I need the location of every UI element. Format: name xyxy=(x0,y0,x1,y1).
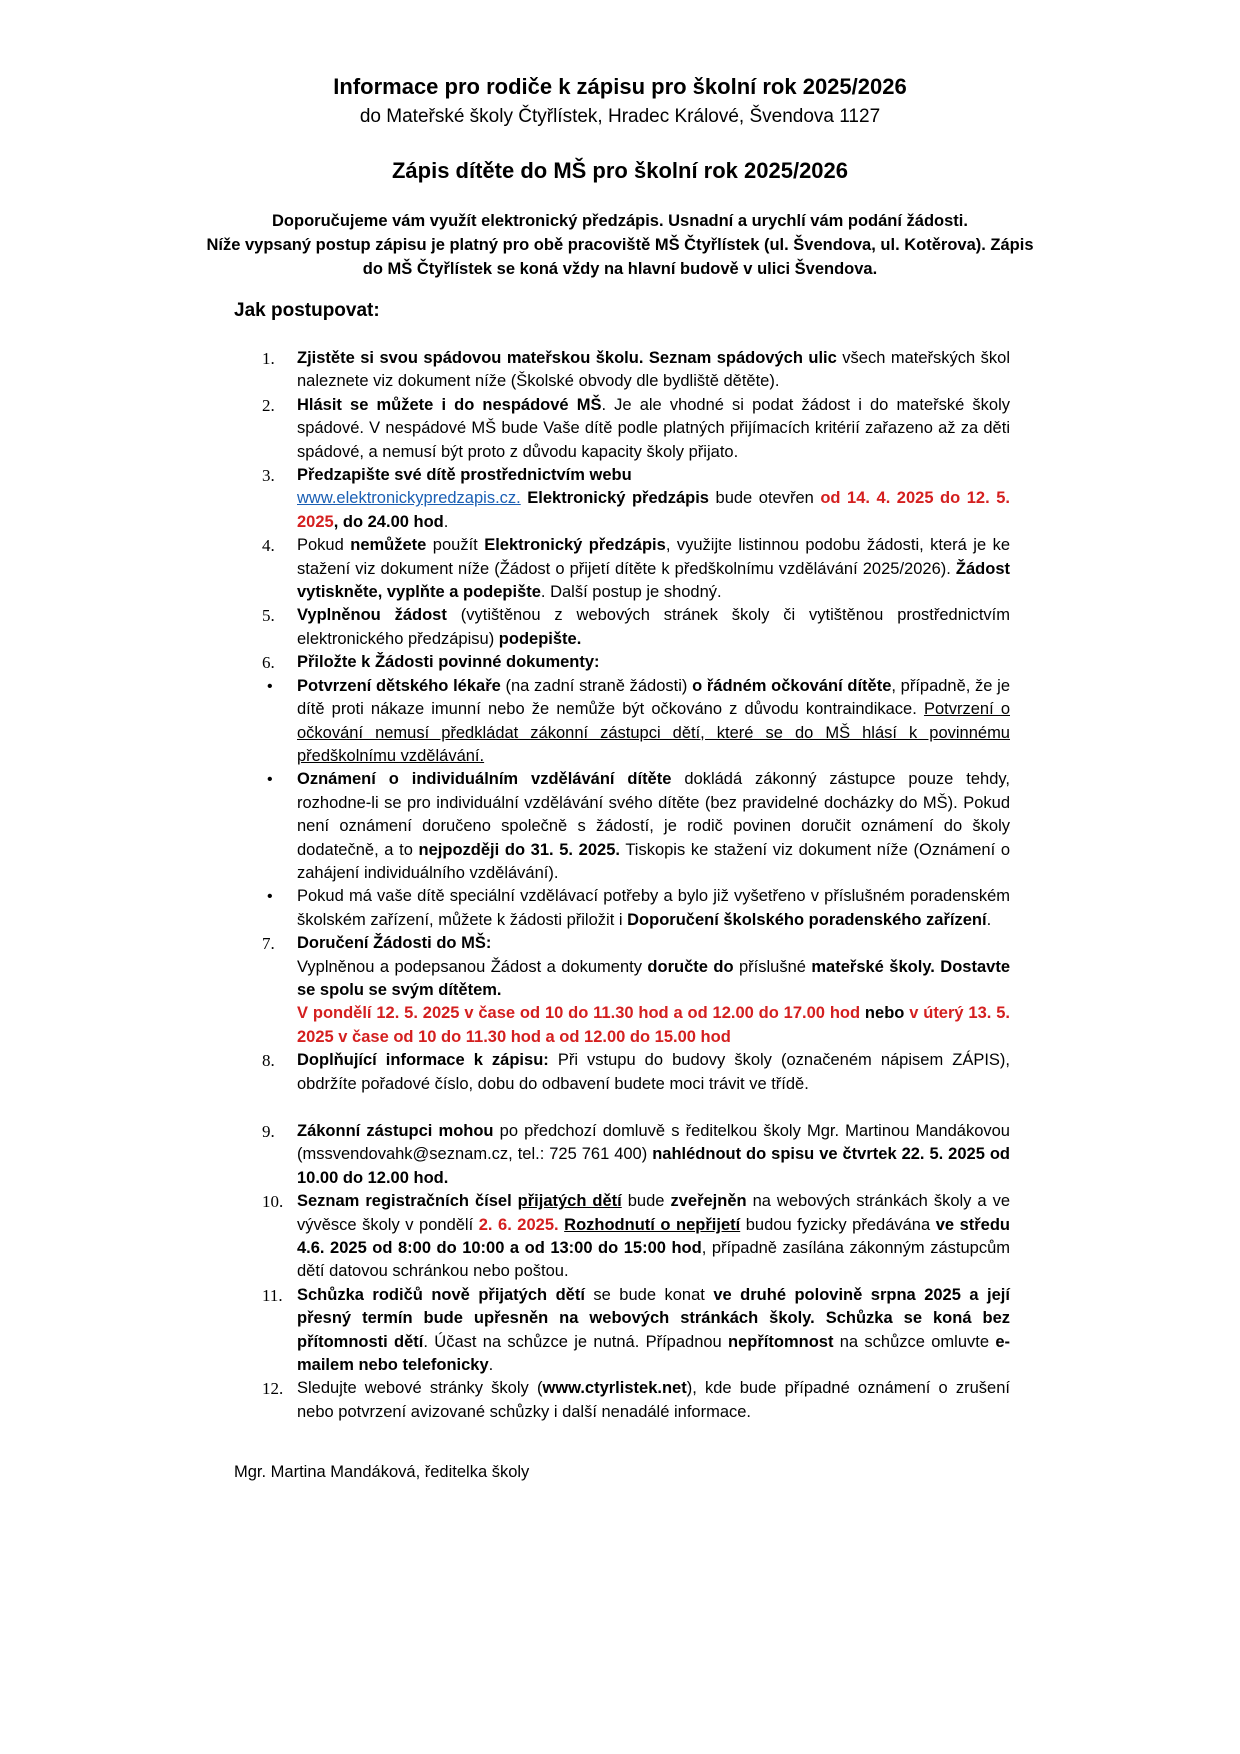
text-bold: nahlédnout do spisu ve čtvrtek 22. 5. 2025 od 10.00 do 12.00 hod. xyxy=(297,1145,1010,1187)
text: . Účast na schůzce je nutná. Případnou xyxy=(423,1332,729,1351)
text: . xyxy=(488,1356,494,1375)
school-website: www.ctyrlistek.net xyxy=(542,1379,687,1398)
text: dokládá zákonný zástupce pouze tehdy, rozhodne-li se pro individuální vzdělávání svého dítěte (bez pravidelné docházky do MŠ). Pokud není oznámení doručeno společně s žádostí, je rodič povinen doručit oznámení do školy dodatečně, a to xyxy=(297,770,1010,859)
text: . Je ale vhodné si podat žádost i do mateřské školy spádové. V nespádové MŠ bude Vaše dítě podle platných přijímacích kritérií zařazeno až za děti spádové, a nemusí být proto z důvodu kapacity školy přijato. xyxy=(297,395,1010,461)
text-bold: Potvrzení dětského lékaře xyxy=(297,676,501,695)
text-bold: Zákonní zástupci mohou xyxy=(297,1122,494,1140)
step-7 xyxy=(262,932,1010,1049)
spacer xyxy=(262,1096,1010,1120)
step-12 xyxy=(262,1377,1010,1424)
text-bold: mateřské školy. Dostavte se spolu se svým dítětem. xyxy=(297,957,1010,999)
predzapis-link[interactable]: www.elektronickypredzapis.cz. xyxy=(297,489,521,508)
text: (na zadní straně žádosti) xyxy=(500,676,693,695)
text-bold: Doplňující informace k zápisu: xyxy=(297,1051,549,1070)
text: ), kde bude případné oznámení o zrušení nebo potvrzení avizované schůzky i další nenadálé informace. xyxy=(297,1379,1010,1421)
step-2 xyxy=(262,394,1010,464)
bullet-icon: • xyxy=(267,771,273,789)
text-bold: nebo xyxy=(860,1004,910,1023)
text: budou fyzicky předávána xyxy=(740,1215,936,1234)
text-underlined: Potvrzení o očkování nemusí předkládat zákonní zástupci dětí, které se do MŠ hlásí k povinnému předškolnímu vzdělávání. xyxy=(297,700,1010,765)
step-number: 2. xyxy=(262,395,275,415)
step-number: 5. xyxy=(262,606,275,626)
text-bold: Elektronický předzápis xyxy=(520,489,709,508)
text-bold: Seznam registračních čísel xyxy=(297,1192,518,1211)
step-11 xyxy=(262,1284,1010,1378)
intro-line-1: Doporučujeme vám využít elektronický předzápis. Usnadní a urychlí vám podání žádosti. xyxy=(272,212,968,230)
date-range-red: od 14. 4. 2025 do 12. 5. 2025 xyxy=(297,489,1010,531)
date-red: 2. 6. 2025. xyxy=(478,1215,559,1234)
text-bold: Schůzka rodičů nově přijatých dětí xyxy=(297,1285,585,1304)
text-bold: Přiložte k Žádosti povinné dokumenty: xyxy=(297,653,600,672)
bullet-icon: • xyxy=(267,888,273,906)
signature: Mgr. Martina Mandáková, ředitelka školy xyxy=(234,1463,530,1481)
step-number: 11. xyxy=(262,1285,283,1305)
text: všech mateřských škol naleznete viz dokument níže (Školské obvody dle bydliště dětěte). xyxy=(297,349,1010,391)
step-10 xyxy=(262,1190,1010,1284)
school-subtitle: do Mateřské školy Čtyřlístek, Hradec Králové, Švendova 1127 xyxy=(359,106,881,127)
step-number: 7. xyxy=(262,934,275,954)
text: Vyplněnou a podepsanou Žádost a dokumenty xyxy=(297,957,648,976)
text-bold: nepřítomnost xyxy=(728,1332,834,1351)
text: na webových stránkách školy a ve vývěsce školy v pondělí xyxy=(297,1192,1010,1234)
text-bold: podepište. xyxy=(498,629,582,648)
step-6-bullet-2 xyxy=(262,768,1010,885)
text: bude otevřen xyxy=(708,489,821,508)
text: (vytištěnou z webových stránek školy či vytištěnou prostřednictvím elektronického předzápisu) xyxy=(297,606,1010,648)
step-number: 9. xyxy=(262,1122,275,1141)
page-title: Informace pro rodiče k zápisu pro školní rok 2025/2026 xyxy=(333,74,907,99)
step-number: 4. xyxy=(262,536,275,556)
text-bold: doručte do xyxy=(647,957,734,976)
text: . xyxy=(443,512,449,531)
step-6 xyxy=(262,651,1010,674)
text-bold-underlined: Rozhodnutí o nepřijetí xyxy=(564,1215,741,1234)
text: . Další postup je shodný. xyxy=(540,583,722,602)
step-number: 8. xyxy=(262,1051,275,1071)
text: Pokud xyxy=(297,536,351,555)
text: , případně zasílána zákonným zástupcům dětí datovou schránkou nebo poštou. xyxy=(297,1239,1010,1281)
howto-heading: Jak postupovat: xyxy=(234,300,380,321)
step-6-bullet-3 xyxy=(262,885,1010,932)
section-title: Zápis dítěte do MŠ pro školní rok 2025/2026 xyxy=(391,158,849,183)
step-number: 1. xyxy=(262,349,275,368)
text: Sledujte webové stránky školy ( xyxy=(297,1379,543,1398)
text: Při vstupu do budovy školy (označeném nápisem ZÁPIS), obdržíte pořadové číslo, dobu do odbavení budete moci trávit ve třídě. xyxy=(297,1051,1010,1093)
intro-line-2: Níže vypsaný postup zápisu je platný pro obě pracoviště MŠ Čtyřlístek (ul. Švendova, ul. Kotěrova). Zápis do MŠ Čtyřlístek se koná vždy na hlavní budově v ulici Švendova. xyxy=(206,236,1034,278)
step-number: 12. xyxy=(262,1379,284,1399)
text-bold: Předzapište své dítě prostřednictvím webu xyxy=(297,466,632,485)
text: Tiskopis ke stažení viz dokument níže (Oznámení o zahájení individuálního vzdělávání). xyxy=(297,840,1010,882)
text: příslušné xyxy=(733,957,812,976)
text-bold: Zjistěte si svou spádovou mateřskou školu. Seznam spádových ulic xyxy=(297,349,837,367)
text-bold: Doporučení školského poradenského zařízení xyxy=(627,910,987,929)
step-number: 6. xyxy=(262,653,275,673)
text-bold: o řádném očkování dítěte xyxy=(692,676,892,695)
intro-paragraph xyxy=(200,209,1040,281)
text-bold: ve středu 4.6. 2025 od 8:00 do 10:00 a od 13:00 do 15:00 hod xyxy=(297,1215,1011,1258)
step-6-bullet-1 xyxy=(262,675,1010,769)
text: po předchozí domluvě s ředitelkou školy Mgr. Martinou Mandákovou (mssvendovahk@seznam.cz, tel.: 725 761 400) xyxy=(297,1122,1010,1164)
text-bold: nejpozději do 31. 5. 2025. xyxy=(418,840,620,859)
text: bude xyxy=(621,1192,671,1211)
date-monday-red: V pondělí 12. 5. 2025 v čase od 10 do 11.30 hod a od 12.00 do 17.00 hod xyxy=(297,1004,861,1023)
step-4 xyxy=(262,534,1010,604)
bullet-icon: • xyxy=(267,677,273,695)
step-9 xyxy=(262,1120,1010,1190)
text-bold: Žádost vytiskněte, vyplňte a podepište xyxy=(297,559,1010,602)
text-bold: nemůžete xyxy=(350,536,427,555)
text: , případně, že je dítě proti nákaze imunní nebo že nemůže být očkováno z důvodu kontraindikace. xyxy=(297,676,1011,719)
step-number: 10. xyxy=(262,1192,284,1212)
step-5 xyxy=(262,604,1010,651)
step-3 xyxy=(262,464,1010,534)
text-bold: Doručení Žádosti do MŠ: xyxy=(297,934,492,953)
text-bold: ve druhé polovině srpna 2025 a její přesný termín bude upřesněn na webových stránkách školy. Schůzka se koná bez přítomnosti dětí xyxy=(297,1285,1010,1351)
text-bold-underlined: přijatých dětí xyxy=(517,1192,622,1211)
text: , využijte listinnou podobu žádosti, která je ke stažení viz dokument níže (Žádost o přijetí dítěte k předškolnímu vzdělávání 2025/2026). xyxy=(297,536,1010,578)
steps-list xyxy=(262,347,1010,1424)
step-number: 3. xyxy=(262,466,275,486)
text-bold: Vyplněnou žádost xyxy=(297,606,447,625)
text: použít xyxy=(426,536,485,555)
text-bold: zveřejněn xyxy=(670,1192,747,1211)
text: . xyxy=(986,910,992,929)
text-bold: e-mailem nebo telefonicky xyxy=(297,1332,1010,1375)
text: Pokud má vaše dítě speciální vzdělávací potřeby a bylo již vyšetřeno v příslušném poradenském školském zařízení, můžete k žádosti přiložit i xyxy=(297,887,1010,929)
text: na schůzce omluvte xyxy=(833,1332,996,1351)
date-tuesday-red: v úterý 13. 5. 2025 v čase od 10 do 11.30 hod a od 12.00 do 15.00 hod xyxy=(297,1004,1010,1046)
text: se bude konat xyxy=(584,1285,714,1304)
text-bold: , do 24.00 hod xyxy=(333,512,444,531)
text-bold: Oznámení o individuálním vzdělávání dítěte xyxy=(297,770,672,789)
step-1 xyxy=(262,347,1010,394)
text-bold: Hlásit se můžete i do nespádové MŠ xyxy=(297,395,602,414)
step-8 xyxy=(262,1049,1010,1096)
text-bold: Elektronický předzápis xyxy=(484,536,666,555)
